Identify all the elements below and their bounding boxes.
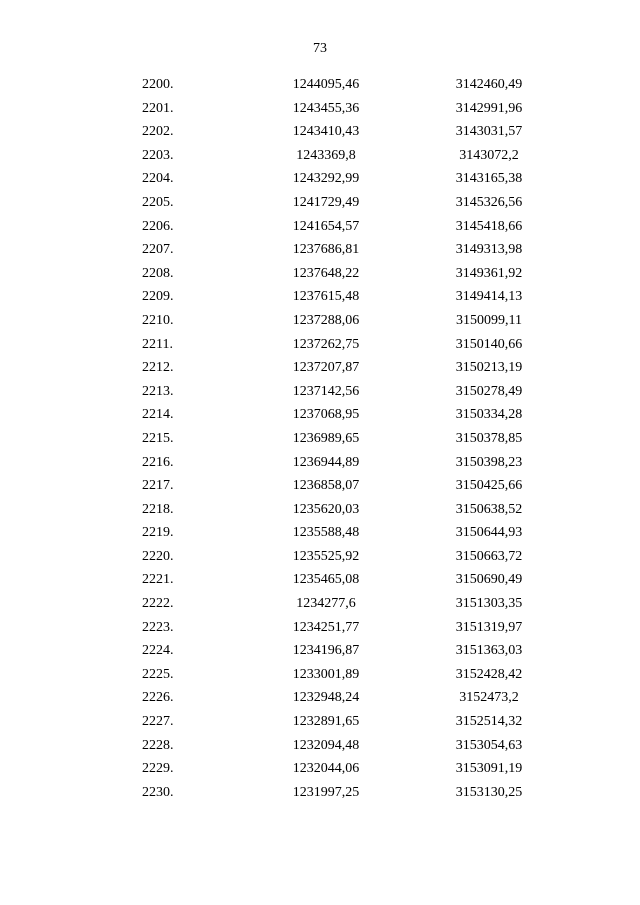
y-coordinate-cell: 3150398,23: [455, 454, 523, 470]
y-coordinate-cell: 3142460,49: [455, 77, 523, 92]
point-number-cell: 2213.: [142, 383, 174, 399]
table-row: [0, 592, 640, 616]
point-number-cell: 2204.: [142, 171, 174, 187]
y-coordinate-cell: 3152514,32: [455, 714, 523, 730]
table-row: [0, 97, 640, 121]
point-number-cell: 2200.: [142, 77, 174, 92]
table-row: [0, 521, 640, 545]
y-coordinate-cell: 3149361,92: [455, 265, 523, 281]
y-coordinate-cell: 3150663,72: [455, 548, 523, 564]
x-coordinate-cell: 1235525,92: [292, 548, 360, 564]
point-number-cell: 2211.: [142, 336, 173, 352]
table-row: [0, 120, 640, 144]
table-row: [0, 710, 640, 734]
x-coordinate-cell: 1237207,87: [292, 360, 360, 376]
table-row: [0, 167, 640, 191]
y-coordinate-cell: 3153091,19: [455, 761, 523, 777]
x-coordinate-cell: 1241729,49: [292, 194, 360, 210]
y-coordinate-cell: 3143072,2: [459, 147, 519, 163]
point-number-cell: 2212.: [142, 360, 174, 376]
x-coordinate-cell: 1241654,57: [292, 218, 360, 234]
point-number-cell: 2206.: [142, 218, 174, 234]
y-coordinate-cell: 3150425,66: [455, 478, 523, 494]
point-number-cell: 2205.: [142, 194, 174, 210]
x-coordinate-cell: 1243455,36: [292, 100, 360, 116]
y-coordinate-cell: 3142991,96: [455, 100, 523, 116]
y-coordinate-cell: 3151363,03: [455, 643, 523, 659]
point-number-cell: 2218.: [142, 501, 174, 517]
x-coordinate-cell: 1243369,8: [296, 147, 356, 163]
table-row: [0, 498, 640, 522]
y-coordinate-cell: 3150334,28: [455, 407, 523, 423]
table-row: [0, 663, 640, 687]
point-number-cell: 2201.: [142, 100, 174, 116]
table-row: [0, 380, 640, 404]
x-coordinate-cell: 1237142,56: [292, 383, 360, 399]
table-row: [0, 545, 640, 569]
y-coordinate-cell: 3150213,19: [455, 360, 523, 376]
x-coordinate-cell: 1236989,65: [292, 430, 360, 446]
x-coordinate-cell: 1232044,06: [292, 761, 360, 777]
table-row: [0, 356, 640, 380]
y-coordinate-cell: 3150638,52: [455, 501, 523, 517]
point-number-cell: 2228.: [142, 737, 174, 753]
point-number-cell: 2209.: [142, 289, 174, 305]
table-row: [0, 427, 640, 451]
point-number-cell: 2229.: [142, 761, 174, 777]
y-coordinate-cell: 3149313,98: [455, 242, 523, 258]
point-number-cell: 2223.: [142, 619, 174, 635]
point-number-cell: 2207.: [142, 242, 174, 258]
table-row: [0, 238, 640, 262]
table-row: [0, 144, 640, 168]
coordinate-table: [0, 73, 640, 804]
x-coordinate-cell: 1235588,48: [292, 525, 360, 541]
table-row: [0, 639, 640, 663]
x-coordinate-cell: 1237068,95: [292, 407, 360, 423]
y-coordinate-cell: 3153054,63: [455, 737, 523, 753]
table-row: [0, 568, 640, 592]
table-row: [0, 285, 640, 309]
y-coordinate-cell: 3150278,49: [455, 383, 523, 399]
point-number-cell: 2224.: [142, 643, 174, 659]
x-coordinate-cell: 1237262,75: [292, 336, 360, 352]
x-coordinate-cell: 1235465,08: [292, 572, 360, 588]
point-number-cell: 2221.: [142, 572, 174, 588]
y-coordinate-cell: 3150378,85: [455, 430, 523, 446]
point-number-cell: 2230.: [142, 784, 174, 800]
x-coordinate-cell: 1231997,25: [292, 784, 360, 800]
y-coordinate-cell: 3151319,97: [455, 619, 523, 635]
point-number-cell: 2219.: [142, 525, 174, 541]
x-coordinate-cell: 1232948,24: [292, 690, 360, 706]
table-row: [0, 616, 640, 640]
y-coordinate-cell: 3150644,93: [455, 525, 523, 541]
point-number-cell: 2217.: [142, 478, 174, 494]
y-coordinate-cell: 3145326,56: [455, 194, 523, 210]
y-coordinate-cell: 3150099,11: [456, 312, 522, 328]
point-number-cell: 2225.: [142, 666, 174, 682]
x-coordinate-cell: 1243292,99: [292, 171, 360, 187]
y-coordinate-cell: 3143031,57: [455, 124, 523, 140]
y-coordinate-cell: 3150690,49: [455, 572, 523, 588]
y-coordinate-cell: 3149414,13: [455, 289, 523, 305]
table-row: [0, 781, 640, 805]
point-number-cell: 2215.: [142, 430, 174, 446]
point-number-cell: 2214.: [142, 407, 174, 423]
x-coordinate-cell: 1236944,89: [292, 454, 360, 470]
table-row: [0, 686, 640, 710]
table-row: [0, 215, 640, 239]
y-coordinate-cell: 3145418,66: [455, 218, 523, 234]
x-coordinate-cell: 1233001,89: [292, 666, 360, 682]
point-number-cell: 2210.: [142, 312, 174, 328]
x-coordinate-cell: 1237288,06: [292, 312, 360, 328]
point-number-cell: 2222.: [142, 596, 174, 612]
table-row: [0, 309, 640, 333]
point-number-cell: 2203.: [142, 147, 174, 163]
x-coordinate-cell: 1234251,77: [292, 619, 360, 635]
x-coordinate-cell: 1237648,22: [292, 265, 360, 281]
table-row: [0, 474, 640, 498]
y-coordinate-cell: 3152428,42: [455, 666, 523, 682]
y-coordinate-cell: 3143165,38: [455, 171, 523, 187]
x-coordinate-cell: 1234196,87: [292, 643, 360, 659]
x-coordinate-cell: 1244095,46: [292, 77, 360, 92]
point-number-cell: 2208.: [142, 265, 174, 281]
point-number-cell: 2220.: [142, 548, 174, 564]
x-coordinate-cell: 1232094,48: [292, 737, 360, 753]
x-coordinate-cell: 1237686,81: [292, 242, 360, 258]
table-row: [0, 262, 640, 286]
point-number-cell: 2226.: [142, 690, 174, 706]
y-coordinate-cell: 3150140,66: [455, 336, 523, 352]
table-row: [0, 451, 640, 475]
page-number: 73: [313, 41, 327, 56]
x-coordinate-cell: 1234277,6: [296, 596, 356, 612]
y-coordinate-cell: 3153130,25: [455, 784, 523, 800]
point-number-cell: 2216.: [142, 454, 174, 470]
table-row: [0, 333, 640, 357]
x-coordinate-cell: 1237615,48: [292, 289, 360, 305]
x-coordinate-cell: 1235620,03: [292, 501, 360, 517]
y-coordinate-cell: 3151303,35: [455, 596, 523, 612]
table-row: [0, 191, 640, 215]
table-row: [0, 734, 640, 758]
x-coordinate-cell: 1232891,65: [292, 714, 360, 730]
y-coordinate-cell: 3152473,2: [459, 690, 519, 706]
table-row: [0, 757, 640, 781]
x-coordinate-cell: 1243410,43: [292, 124, 360, 140]
table-row: [0, 403, 640, 427]
point-number-cell: 2202.: [142, 124, 174, 140]
x-coordinate-cell: 1236858,07: [292, 478, 360, 494]
table-row: [0, 73, 640, 97]
point-number-cell: 2227.: [142, 714, 174, 730]
